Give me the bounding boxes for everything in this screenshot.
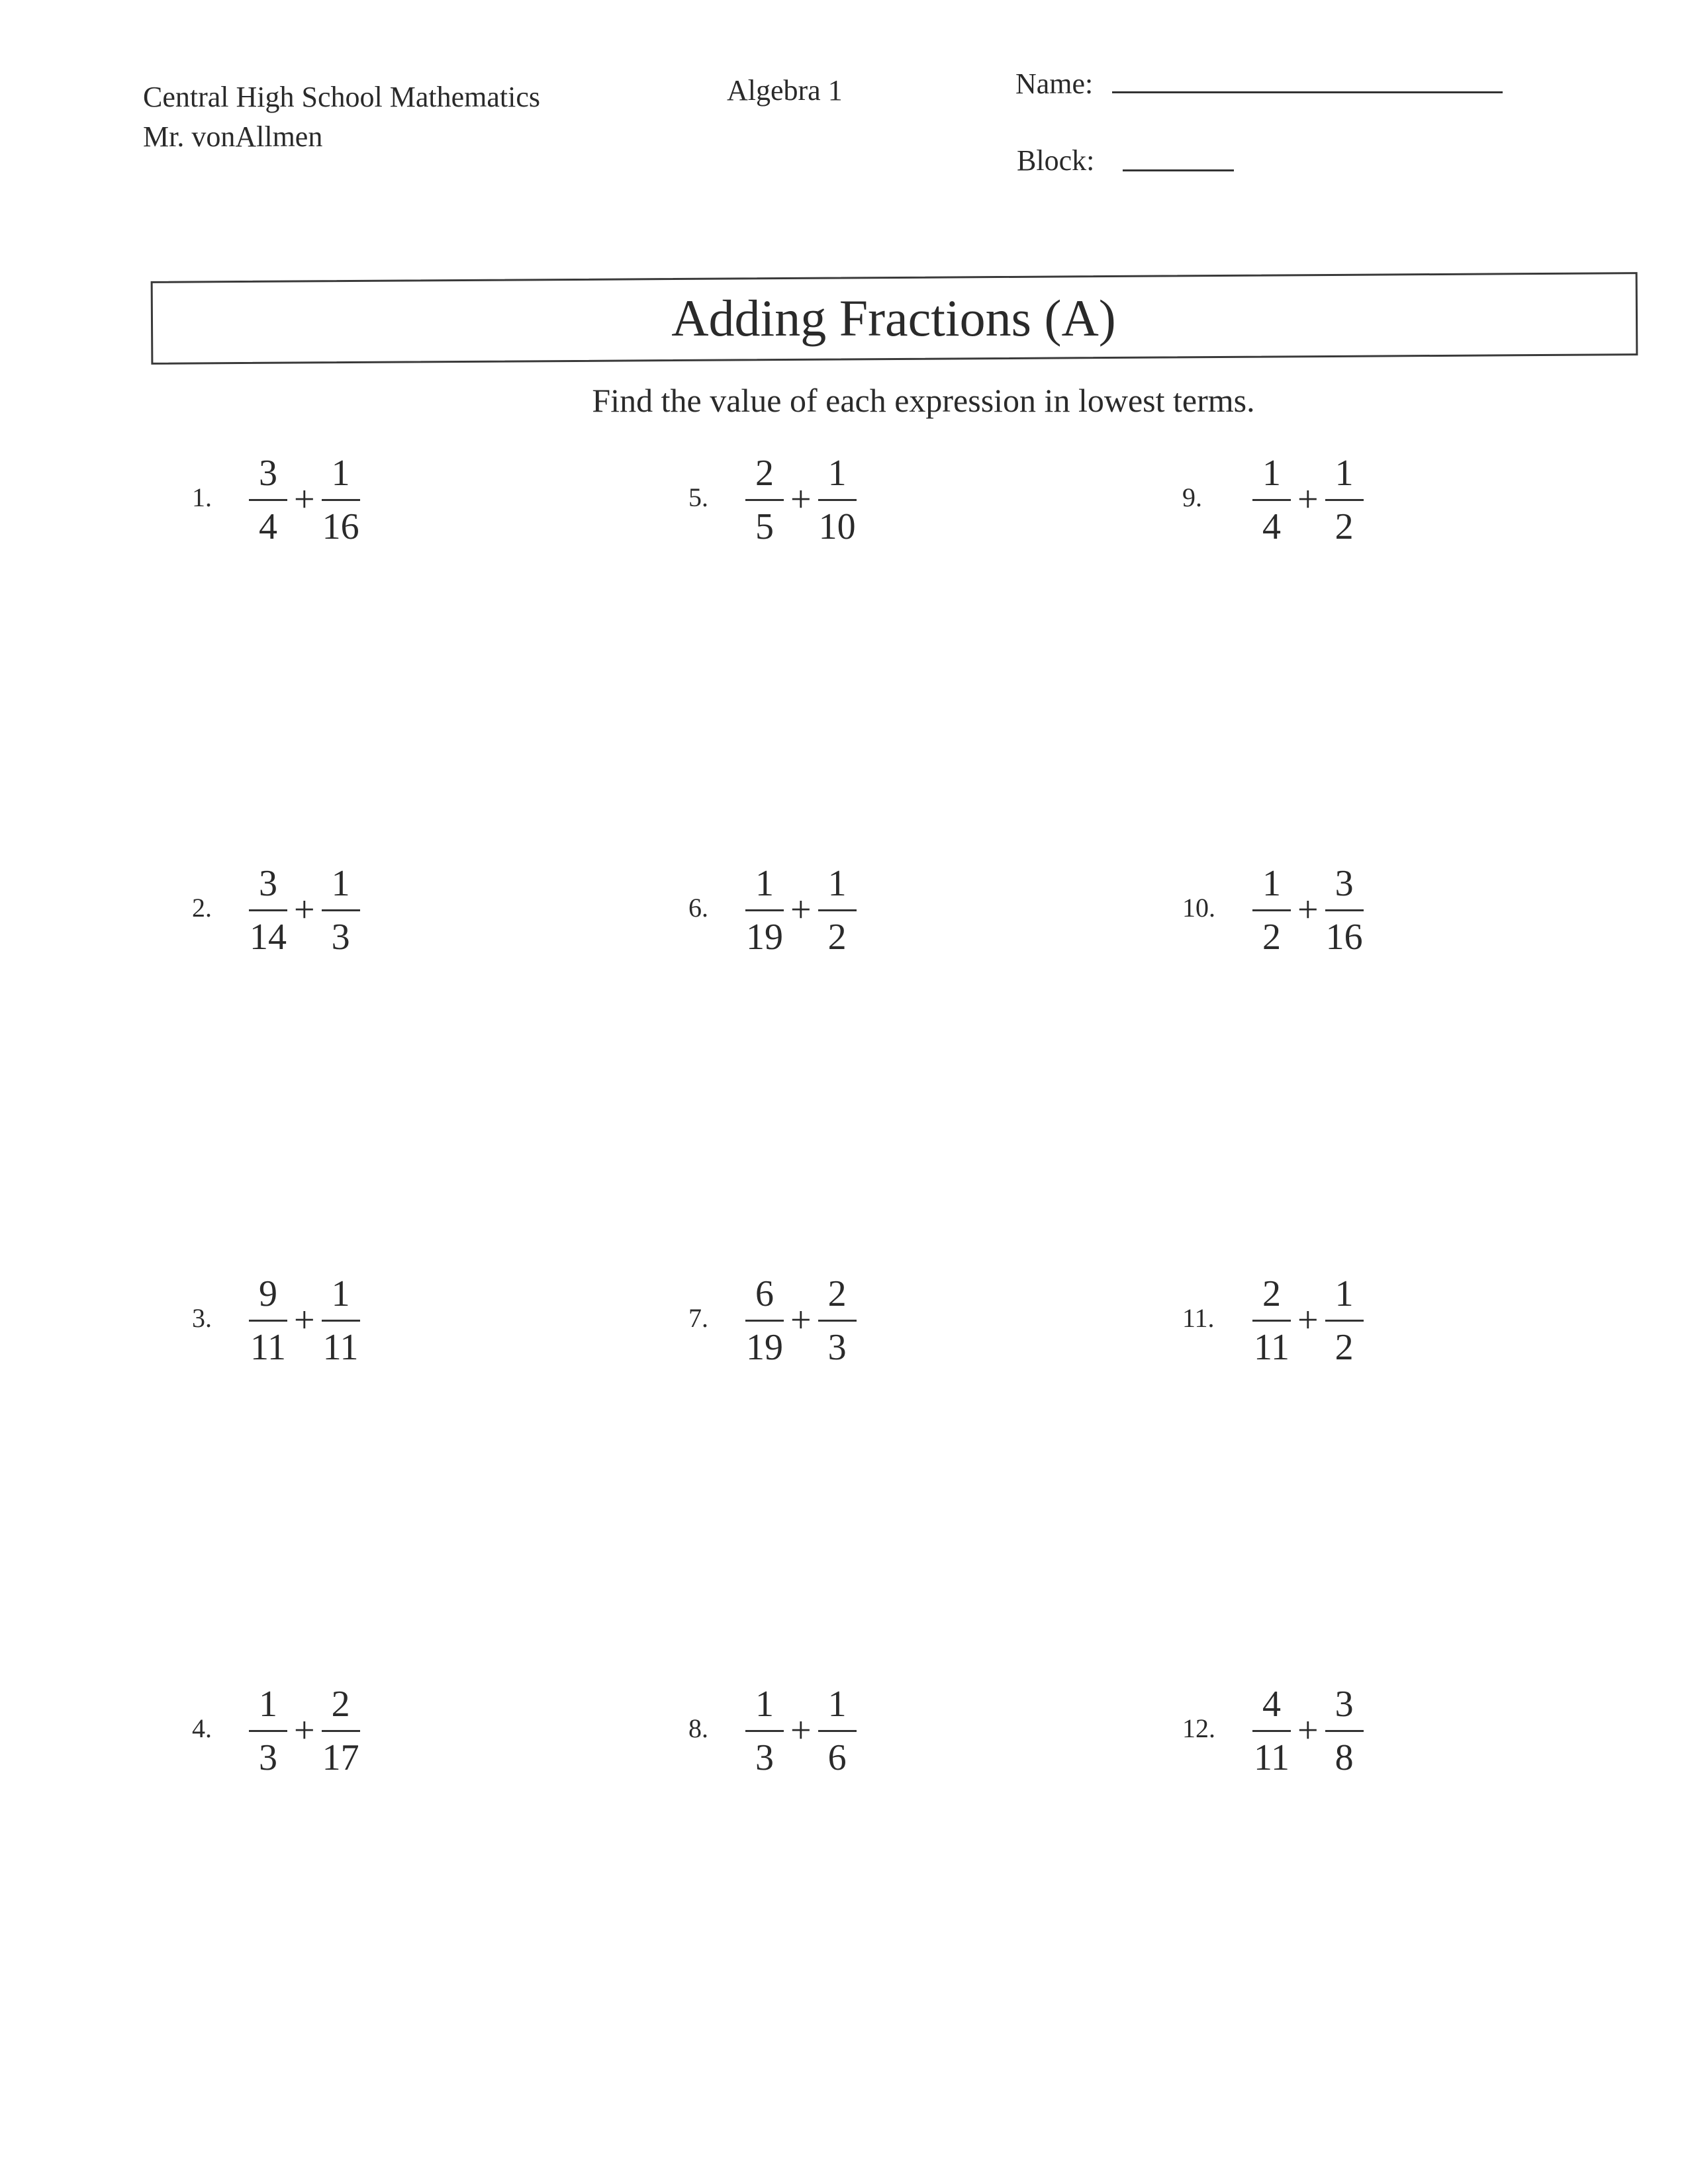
problem-3 [192,1261,589,1380]
numerator: 1 [755,862,774,904]
fraction-b [814,860,861,960]
problem-12 [1182,1671,1579,1790]
plus-sign: + [294,889,315,931]
fraction-a [245,860,291,960]
denominator: 2 [1262,916,1281,958]
instructions: Find the value of each expression in lowest terms. [592,382,1255,419]
fraction-bar [1252,909,1291,911]
expression [245,1671,364,1790]
expression [1248,850,1368,970]
fraction-bar [249,1730,287,1732]
denominator: 2 [1335,506,1354,547]
numerator: 1 [331,1273,350,1314]
problem-number: 5. [688,482,708,512]
problem-number: 10. [1182,893,1215,923]
worksheet-title: Adding Fractions (A) [671,289,1116,347]
numerator: 1 [1262,452,1281,494]
problem-9 [1182,440,1579,559]
plus-sign: + [790,479,812,520]
numerator: 1 [827,452,847,494]
numerator: 3 [259,452,277,494]
problem-8 [688,1671,1086,1790]
expression [245,440,364,559]
fraction-a [245,1271,291,1371]
denominator: 2 [1335,1326,1354,1368]
denominator: 14 [250,916,287,958]
numerator: 1 [331,452,350,494]
fraction-bar [745,1730,784,1732]
denominator: 2 [827,916,847,958]
problem-6 [688,850,1086,970]
problem-number: 3. [192,1303,212,1333]
fraction-bar [1252,1320,1291,1322]
denominator: 10 [818,506,856,547]
numerator: 2 [827,1273,847,1314]
numerator: 1 [1335,452,1354,494]
fraction-b [814,450,861,550]
denominator: 11 [322,1326,359,1368]
fraction-bar [322,909,360,911]
fraction-a [741,1681,788,1781]
plus-sign: + [790,1300,812,1341]
numerator: 6 [755,1273,774,1314]
expression [1248,1671,1368,1790]
problem-4 [192,1671,589,1790]
fraction-bar [249,909,287,911]
denominator: 4 [259,506,277,547]
block-field-line[interactable] [1123,169,1234,171]
fraction-b [318,1271,364,1371]
fraction-a [1248,1681,1295,1781]
denominator: 17 [322,1737,359,1778]
denominator: 8 [1335,1737,1354,1778]
denominator: 19 [746,1326,783,1368]
expression [741,850,861,970]
fraction-bar [818,1730,857,1732]
numerator: 2 [755,452,774,494]
fraction-bar [818,909,857,911]
numerator: 1 [1262,862,1281,904]
fraction-a [245,1681,291,1781]
plus-sign: + [294,479,315,520]
expression [1248,1261,1368,1380]
denominator: 5 [755,506,774,547]
numerator: 1 [827,1683,847,1725]
fraction-a [245,450,291,550]
expression [245,850,364,970]
fraction-bar [249,499,287,501]
teacher-name: Mr. vonAllmen [143,120,323,153]
course-name: Algebra 1 [727,74,843,107]
fraction-bar [1252,1730,1291,1732]
denominator: 6 [827,1737,847,1778]
problem-number: 11. [1182,1303,1215,1333]
denominator: 16 [322,506,359,547]
problem-5 [688,440,1086,559]
numerator: 1 [827,862,847,904]
fraction-bar [745,499,784,501]
fraction-b [318,1681,364,1781]
problem-number: 7. [688,1303,708,1333]
fraction-a [741,450,788,550]
fraction-bar [1325,1320,1364,1322]
problem-number: 8. [688,1713,708,1743]
denominator: 4 [1262,506,1281,547]
fraction-bar [818,499,857,501]
problem-number: 4. [192,1713,212,1743]
denominator: 3 [827,1326,847,1368]
fraction-b [1321,1681,1368,1781]
fraction-a [1248,1271,1295,1371]
expression [1248,440,1368,559]
fraction-bar [745,909,784,911]
problem-number: 6. [688,893,708,923]
school-name: Central High School Mathematics [143,81,540,113]
numerator: 2 [331,1683,350,1725]
fraction-b [1321,860,1368,960]
problem-1 [192,440,589,559]
problem-number: 1. [192,482,212,512]
numerator: 1 [259,1683,277,1725]
fraction-bar [1252,499,1291,501]
plus-sign: + [790,1710,812,1751]
problem-number: 2. [192,893,212,923]
numerator: 1 [331,862,350,904]
plus-sign: + [1297,479,1319,520]
problem-number: 9. [1182,482,1202,512]
fraction-bar [322,1320,360,1322]
plus-sign: + [294,1710,315,1751]
problem-7 [688,1261,1086,1380]
plus-sign: + [294,1300,315,1341]
plus-sign: + [790,889,812,931]
name-label: Name: [1015,68,1094,100]
fraction-a [1248,450,1295,550]
fraction-b [814,1681,861,1781]
denominator: 11 [250,1326,286,1368]
name-field-line[interactable] [1112,91,1503,93]
fraction-b [318,450,364,550]
fraction-a [741,1271,788,1371]
fraction-bar [322,1730,360,1732]
denominator: 11 [1254,1737,1289,1778]
numerator: 2 [1262,1273,1281,1314]
fraction-bar [1325,909,1364,911]
denominator: 3 [259,1737,277,1778]
fraction-bar [249,1320,287,1322]
denominator: 3 [755,1737,774,1778]
fraction-a [1248,860,1295,960]
problem-2 [192,850,589,970]
problem-10 [1182,850,1579,970]
denominator: 16 [1325,916,1363,958]
fraction-bar [745,1320,784,1322]
plus-sign: + [1297,1300,1319,1341]
fraction-b [318,860,364,960]
fraction-b [1321,450,1368,550]
numerator: 3 [1335,1683,1354,1725]
numerator: 1 [755,1683,774,1725]
block-label: Block: [1017,144,1095,177]
expression [741,1671,861,1790]
plus-sign: + [1297,1710,1319,1751]
fraction-bar [1325,1730,1364,1732]
fraction-a [741,860,788,960]
fraction-bar [818,1320,857,1322]
numerator: 9 [259,1273,277,1314]
fraction-b [1321,1271,1368,1371]
fraction-bar [1325,499,1364,501]
numerator: 4 [1262,1683,1281,1725]
problem-11 [1182,1261,1579,1380]
fraction-bar [322,499,360,501]
numerator: 3 [259,862,277,904]
fraction-b [814,1271,861,1371]
plus-sign: + [1297,889,1319,931]
numerator: 3 [1335,862,1354,904]
denominator: 19 [746,916,783,958]
denominator: 11 [1254,1326,1289,1368]
expression [741,440,861,559]
numerator: 1 [1335,1273,1354,1314]
problem-number: 12. [1182,1713,1215,1743]
denominator: 3 [331,916,350,958]
expression [741,1261,861,1380]
expression [245,1261,364,1380]
